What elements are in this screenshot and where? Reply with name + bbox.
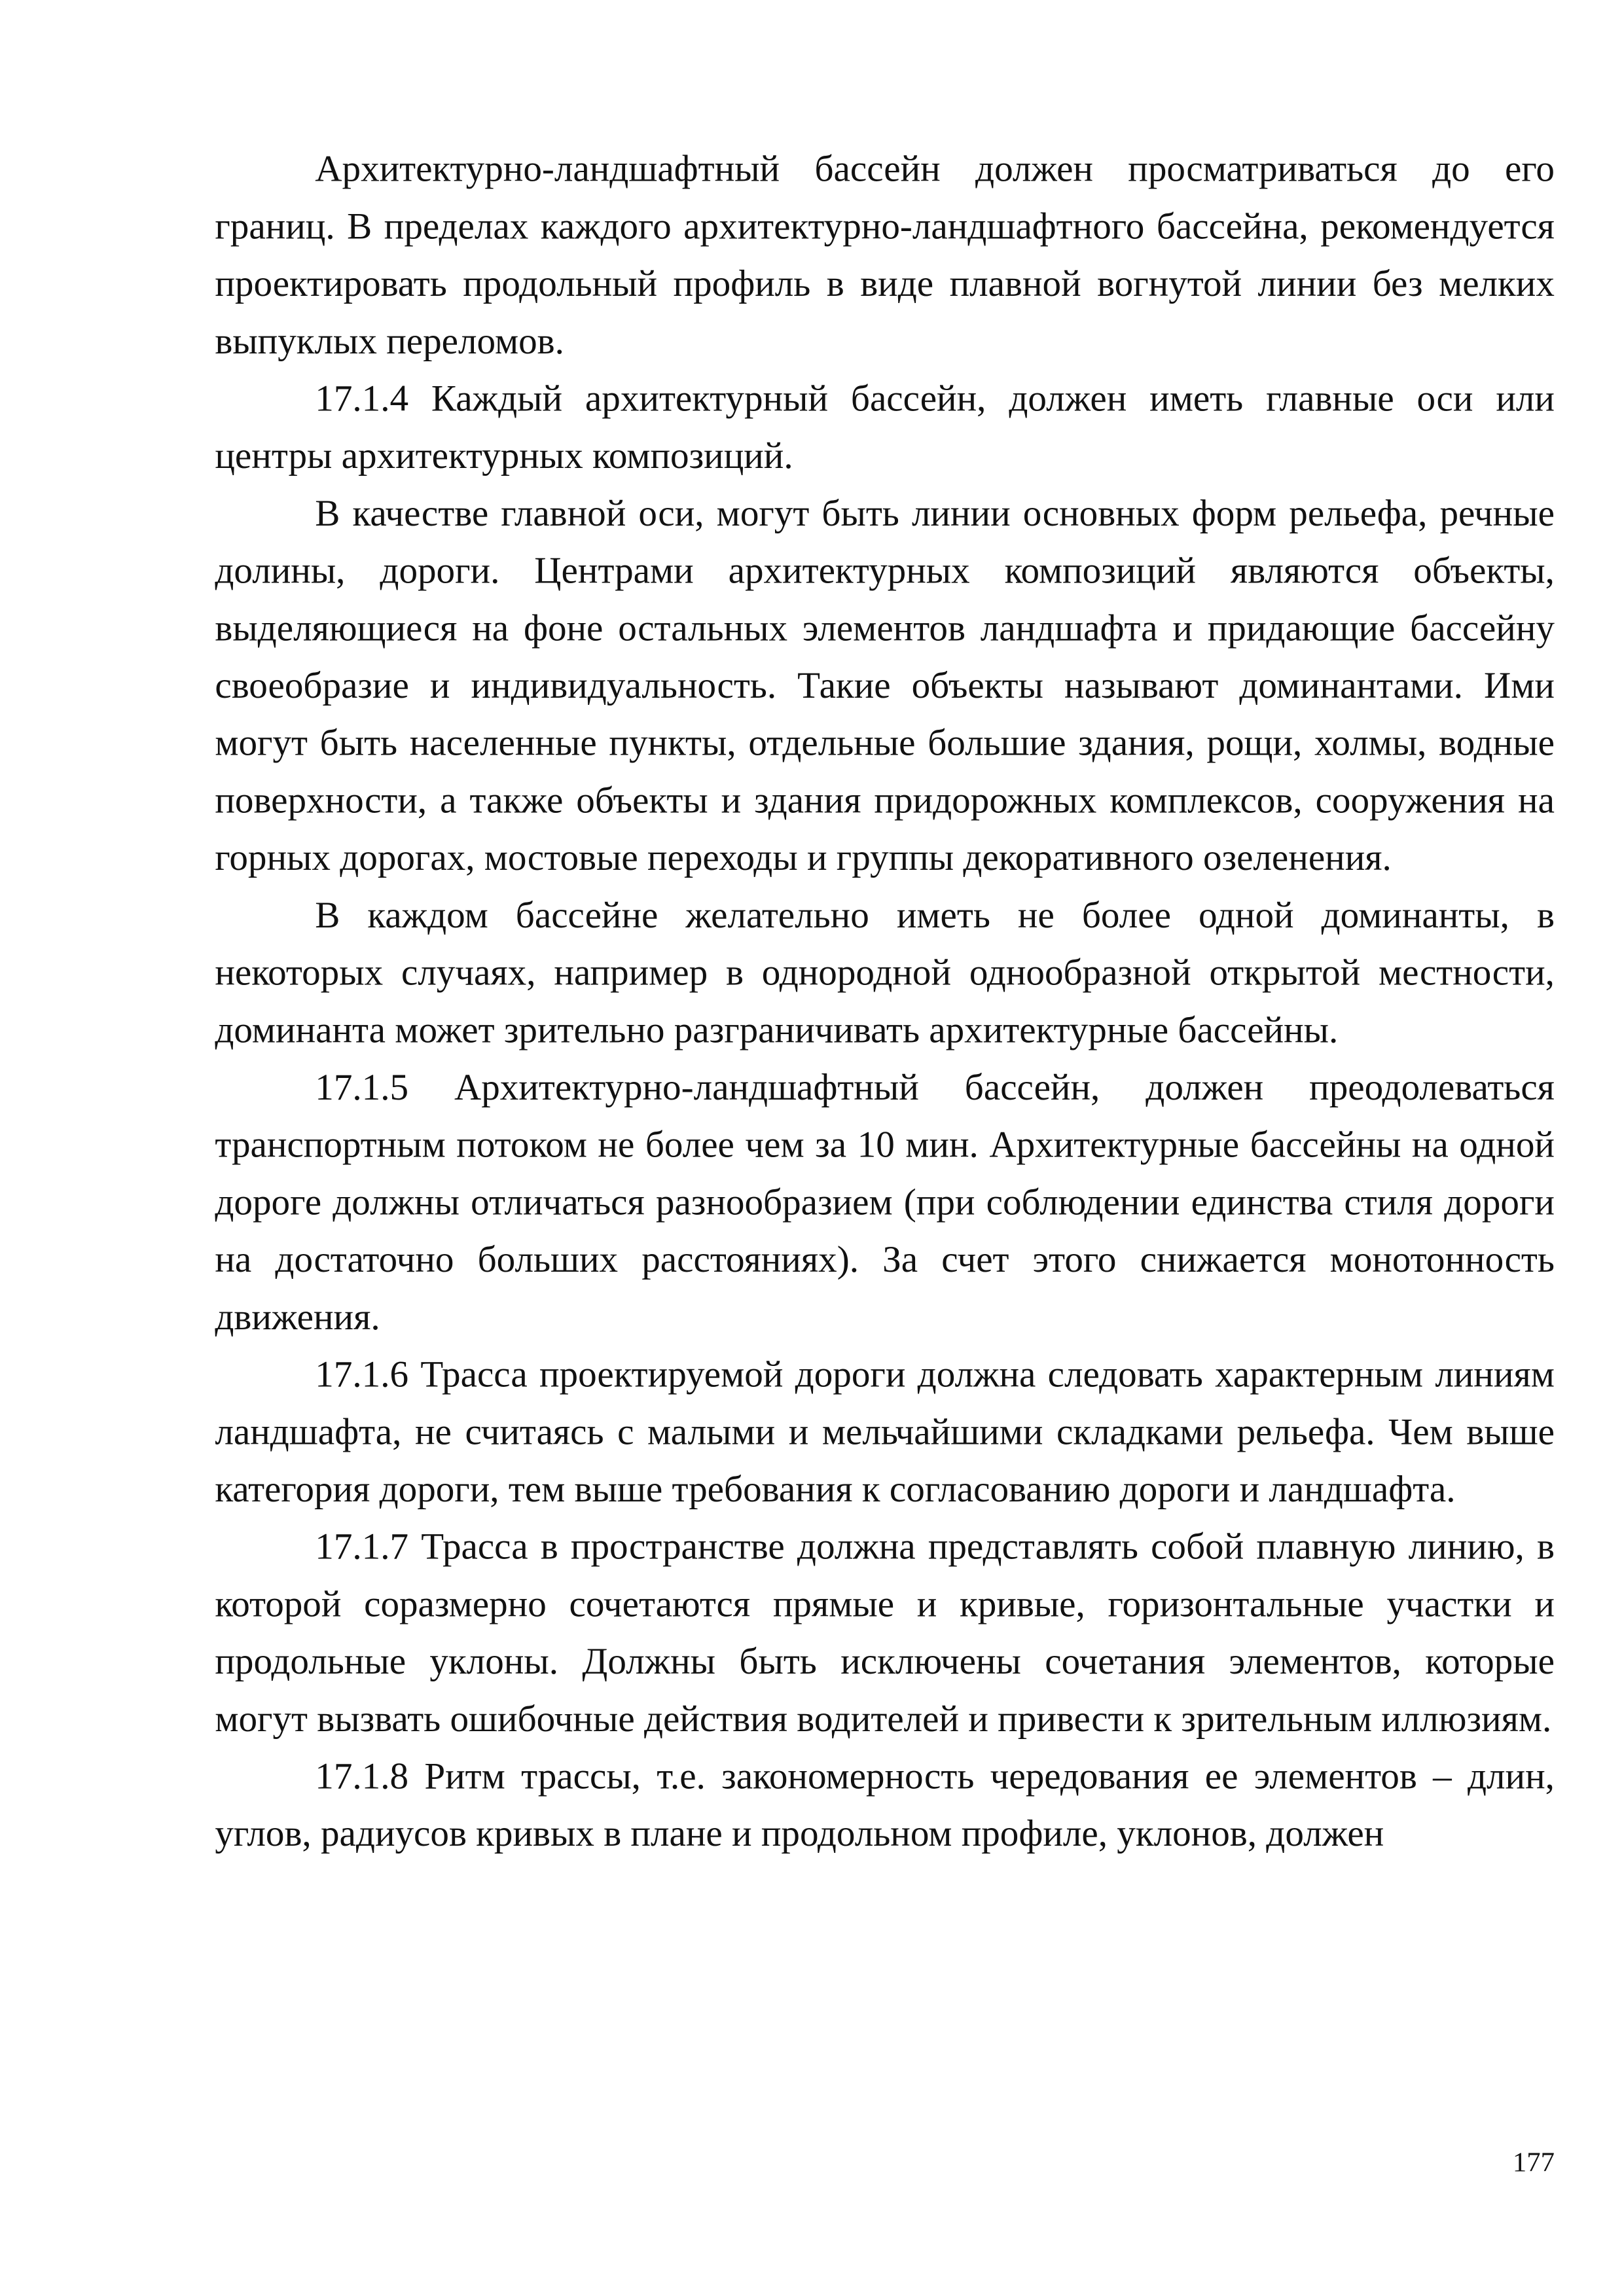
body-text bbox=[215, 141, 1555, 1863]
paragraph-17-1-4: 17.1.4 Каждый архитектурный бассейн, должен иметь главные оси или центры архитектурных композиций. bbox=[215, 378, 1555, 477]
paragraph-17-1-5: 17.1.5 Архитектурно-ландшафтный бассейн, должен преодолеваться транспортным потоком не более чем за 10 мин. Архитектурные бассейны на одной дороге должны отличаться разнообразием (при соблюдении единства стиля дороги на достаточно больших расстояниях). За счет этого снижается монотонность движения. bbox=[215, 1067, 1555, 1338]
paragraph-17-1-7: 17.1.7 Трасса в пространстве должна представлять собой плавную линию, в которой соразмерно сочетаются прямые и кривые, горизонтальные участки и продольные уклоны. Должны быть исключены сочетания элементов, которые могут вызвать ошибочные действия водителей и привести к зрительным иллюзиям. bbox=[215, 1526, 1555, 1740]
page-number: 177 bbox=[1512, 2147, 1555, 2179]
paragraph-17-1-6: 17.1.6 Трасса проектируемой дороги должна следовать характерным линиям ландшафта, не считаясь с малыми и мельчайшими складками рельефа. Чем выше категория дороги, тем выше требования к согласованию дороги и ландшафта. bbox=[215, 1354, 1555, 1511]
paragraph-basin-visibility: Архитектурно-ландшафтный бассейн должен просматриваться до его границ. В пределах каждого архитектурно-ландшафтного бассейна, рекомендуется проектировать продольный профиль в виде плавной вогнутой линии без мелких выпуклых переломов. bbox=[215, 149, 1555, 363]
paragraph-17-1-8: 17.1.8 Ритм трассы, т.е. закономерность чередования ее элементов – длин, углов, радиусов кривых в плане и продольном профиле, уклонов, должен bbox=[215, 1756, 1555, 1855]
paragraph-single-dominant: В каждом бассейне желательно иметь не более одной доминанты, в некоторых случаях, например в однородной однообразной открытой местности, доминанта может зрительно разграничивать архитектурные бассейны. bbox=[215, 895, 1555, 1051]
paragraph-main-axis-dominants: В качестве главной оси, могут быть линии основных форм рельефа, речные долины, дороги. Центрами архитектурных композиций являются объекты, выделяющиеся на фоне остальных элементов ландшафта и придающие бассейну своеобразие и индивидуальность. Такие объекты называют доминантами. Ими могут быть населенные пункты, отдельные большие здания, рощи, холмы, водные поверхности, а также объекты и здания придорожных комплексов, сооружения на горных дорогах, мостовые переходы и группы декоративного озеленения. bbox=[215, 493, 1555, 879]
